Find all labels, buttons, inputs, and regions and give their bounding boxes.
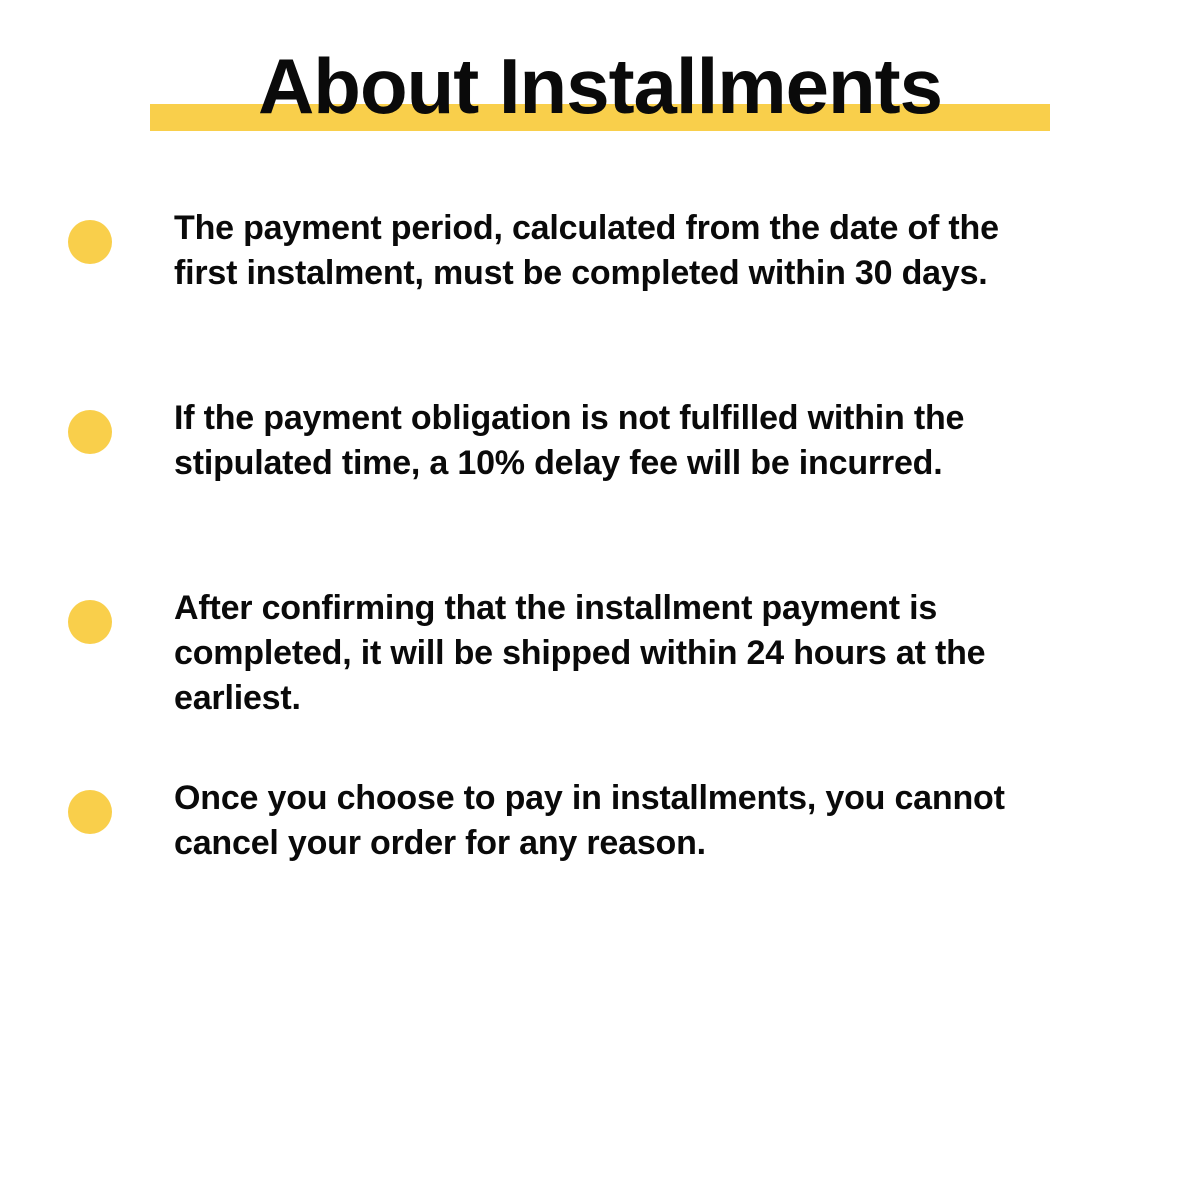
bullet-dot-icon: [68, 600, 112, 644]
list-item-text: The payment period, calculated from the date of the first instalment, must be completed within 30 days.: [174, 209, 999, 293]
bullet-dot-icon: [68, 790, 112, 834]
list-item-text: If the payment obligation is not fulfilled within the stipulated time, a 10% delay fee will be incurred.: [174, 399, 965, 483]
list-item: [0, 206, 1200, 396]
bullet-dot-icon: [68, 220, 112, 264]
list-item: [0, 396, 1200, 586]
installment-terms-list: [0, 206, 1200, 966]
list-item: [0, 586, 1200, 776]
bullet-dot-icon: [68, 410, 112, 454]
page-title-block: [0, 0, 1200, 150]
list-item: [0, 776, 1200, 966]
list-item-text: After confirming that the installment payment is completed, it will be shipped within 24 hours at the earliest.: [174, 589, 986, 718]
list-item-text: Once you choose to pay in installments, you cannot cancel your order for any reason.: [174, 779, 1005, 863]
page-title: About Installments: [257, 42, 943, 130]
